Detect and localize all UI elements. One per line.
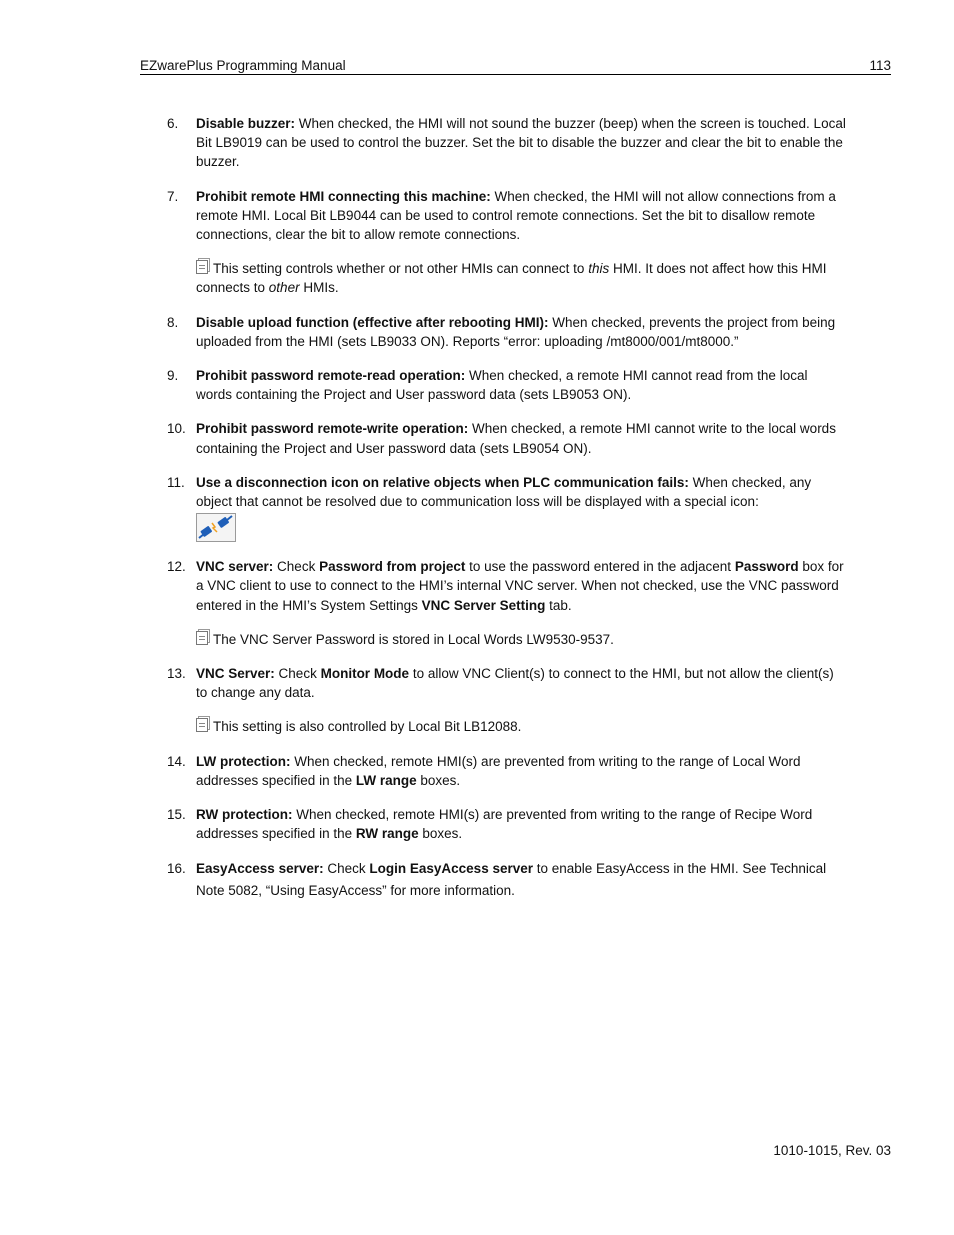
list-item: 12. VNC server: Check Password from project to use the password entered in the adjacent Password box for a VNC client to use to connect to the HMI’s internal VNC server. When not checked, use the VNC password entered in the HMI’s System Settings VNC Server Setting tab. The VNC Server Password is stored in Local Words LW9530-9537. [167,557,847,649]
item-term: RW protection: [196,807,293,823]
item-number: 12. [167,559,186,575]
item-number: 10. [167,421,186,437]
list-item: 14. LW protection: When checked, remote HMI(s) are prevented from writing to the range of Local Word addresses specified in the LW range boxes. [167,753,801,788]
list-item [167,114,847,172]
item-term: Prohibit password remote-read operation: [196,368,466,384]
item-term: Prohibit remote HMI connecting this machine: [196,188,491,204]
item-term: LW protection: [196,753,291,769]
disconnection-plug-icon [196,513,236,542]
plug-right [217,516,232,528]
note-icon [196,260,208,274]
list-item: 16. EasyAccess server: Check Login EasyAccess server to enable EasyAccess in the HMI. See Technical Note 5082, “Using EasyAccess” for more information. [167,858,847,902]
item-term: VNC server: [196,559,274,575]
note: The VNC Server Password is stored in Local Words LW9530-9537. [196,630,847,649]
note: This setting controls whether or not other HMIs can connect to this HMI. It does not affect how this HMI connects to other HMIs. [196,261,827,296]
manual-title: EZwarePlus Programming Manual [140,58,346,73]
list-item [167,473,847,542]
item-number: 16. [167,861,186,877]
item-number: 9. [167,368,179,384]
item-text: When checked, the HMI will not allow connections from a remote HMI. Local Bit LB9044 can be used to control remote connections. Set the bit to disallow remote connections, clear the bit to allow remote connections. [196,188,836,243]
item-number: 7. [167,188,179,204]
item-number: 13. [167,666,186,682]
note-icon [196,631,208,645]
item-term: VNC Server: [196,666,275,682]
item-term: EasyAccess server: [196,861,324,877]
item-term: Use a disconnection icon on relative objects when PLC communication fails: [196,474,689,490]
item-number: 15. [167,807,186,823]
list-item [167,187,847,298]
list-item [167,419,847,457]
item-text: When checked, any object that cannot be resolved due to communication loss will be displayed with a special icon: [196,474,812,510]
settings-list [167,114,847,917]
item-text: When checked, the HMI will not sound the buzzer (beep) when the screen is touched. Local Bit LB9019 can be used to control the buzzer. Set the bit to disable the buzzer and clear the bit to enable the buzzer. [196,116,846,170]
list-item: 15. RW protection: When checked, remote HMI(s) are prevented from writing to the range of Recipe Word addresses specified in the RW range boxes. [167,807,813,842]
item-number: 14. [167,753,186,769]
item-text: When checked, a remote HMI cannot write to the local words containing the Project and User password data (sets LB9054 ON). [196,421,836,456]
item-number: 6. [167,116,179,131]
item-text: When checked, a remote HMI cannot read from the local words containing the Project and User password data (sets LB9053 ON). [196,368,808,403]
note: This setting is also controlled by Local Bit LB12088. [196,717,847,736]
item-term: Disable upload function (effective after rebooting HMI): [196,314,549,330]
item-number: 8. [167,314,179,330]
document-id: 1010-1015, Rev. 03 [773,1143,891,1158]
list-item [167,366,847,404]
item-number: 11. [167,474,185,490]
plug-left [199,526,212,538]
list-item [167,313,847,351]
page-number: 113 [869,58,891,73]
note-icon [196,718,208,732]
item-term: Prohibit password remote-write operation: [196,421,469,437]
page-header [140,57,891,75]
list-item: 13. VNC Server: Check Monitor Mode to allow VNC Client(s) to connect to the HMI, but not allow the client(s) to change any data. This setting is also controlled by Local Bit LB12088. [167,664,847,737]
item-term: Disable buzzer: [196,116,296,131]
item-text: When checked, prevents the project from being uploaded from the HMI (sets LB9033 ON). Reports “error: uploading /mt8000/001/mt8000.” [196,314,836,349]
